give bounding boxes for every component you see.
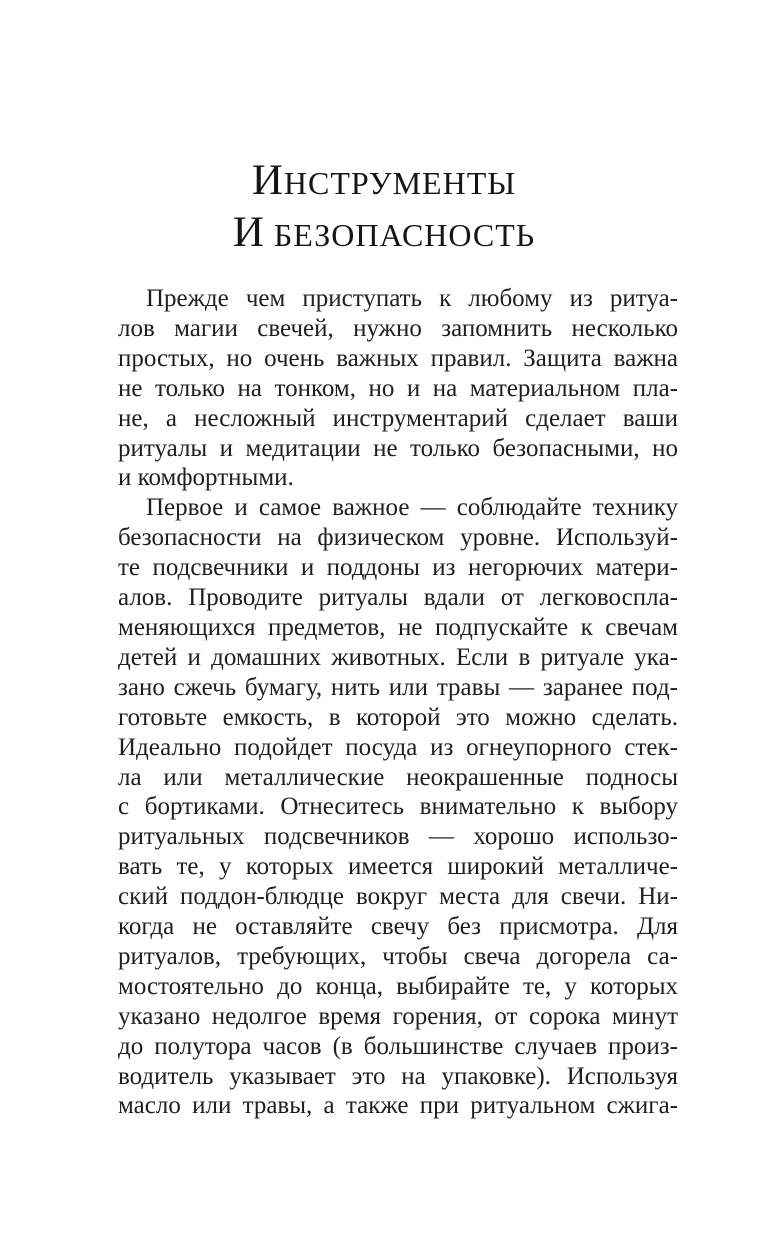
- text-line: ский поддон-блюдце вокруг места для свечи. Ни-: [118, 883, 678, 911]
- text-line: лов магии свечей, нужно запомнить несколько: [118, 314, 678, 342]
- text-line: ла или металлические неокрашенные подносы: [118, 763, 678, 791]
- text-line: ритуальных подсвечников — хорошо использо-: [118, 823, 678, 851]
- paragraph: [118, 493, 678, 1121]
- text-line: с бортиками. Отнеситесь внимательно к выбору: [118, 793, 678, 821]
- text-line: зано сжечь бумагу, нить или травы — заранее под-: [118, 673, 678, 701]
- chapter-title: [0, 156, 768, 260]
- text-line: масло или травы, а также при ритуальном сжига-: [118, 1092, 678, 1120]
- text-line: мостоятельно до конца, выбирайте те, у которых: [118, 972, 678, 1000]
- text-line: Прежде чем приступать к любому из ритуа-: [146, 285, 678, 312]
- text-line: безопасности на физическом уровне. Используй-: [118, 524, 678, 552]
- chapter-title-line-2: И БЕЗОПАСНОСТЬ: [232, 209, 536, 256]
- text-line: указано недолгое время горения, от сорока минут: [118, 1002, 678, 1030]
- text-line: меняющихся предметов, не подпускайте к свечам: [118, 613, 678, 641]
- text-line: не, а несложный инструментарий сделает ваши: [118, 404, 678, 432]
- text-line: алов. Проводите ритуалы вдали от легковоспла-: [118, 584, 678, 612]
- text-line: готовьте емкость, в которой это можно сделать.: [118, 703, 678, 731]
- text-line: Первое и самое важное — соблюдайте технику: [146, 494, 678, 522]
- text-body: [118, 284, 678, 1121]
- text-line: простых, но очень важных правил. Защита важна: [118, 344, 678, 372]
- text-line: Идеально подойдет посуда из огнеупорного стек-: [118, 733, 678, 761]
- text-line: детей и домашних животных. Если в ритуале ука-: [118, 643, 678, 671]
- text-line: водитель указывает это на упаковке). Используя: [118, 1062, 678, 1090]
- chapter-title-line-1: ИНСТРУМЕНТЫ: [251, 157, 517, 204]
- paragraph: [118, 284, 678, 493]
- text-line: вать те, у которых имеется широкий металличе-: [118, 853, 678, 881]
- text-line: и комфортными.: [118, 464, 294, 492]
- text-line: те подсвечники и поддоны из негорючих матери-: [118, 554, 678, 582]
- text-line: не только на тонком, но и на материальном пла-: [118, 374, 678, 402]
- text-line: когда не оставляйте свечу без присмотра. Для: [118, 913, 678, 941]
- text-line: до полутора часов (в большинстве случаев произ-: [118, 1032, 678, 1060]
- text-line: ритуалы и медитации не только безопасными, но: [118, 434, 678, 462]
- text-line: ритуалов, требующих, чтобы свеча догорела са-: [118, 942, 678, 970]
